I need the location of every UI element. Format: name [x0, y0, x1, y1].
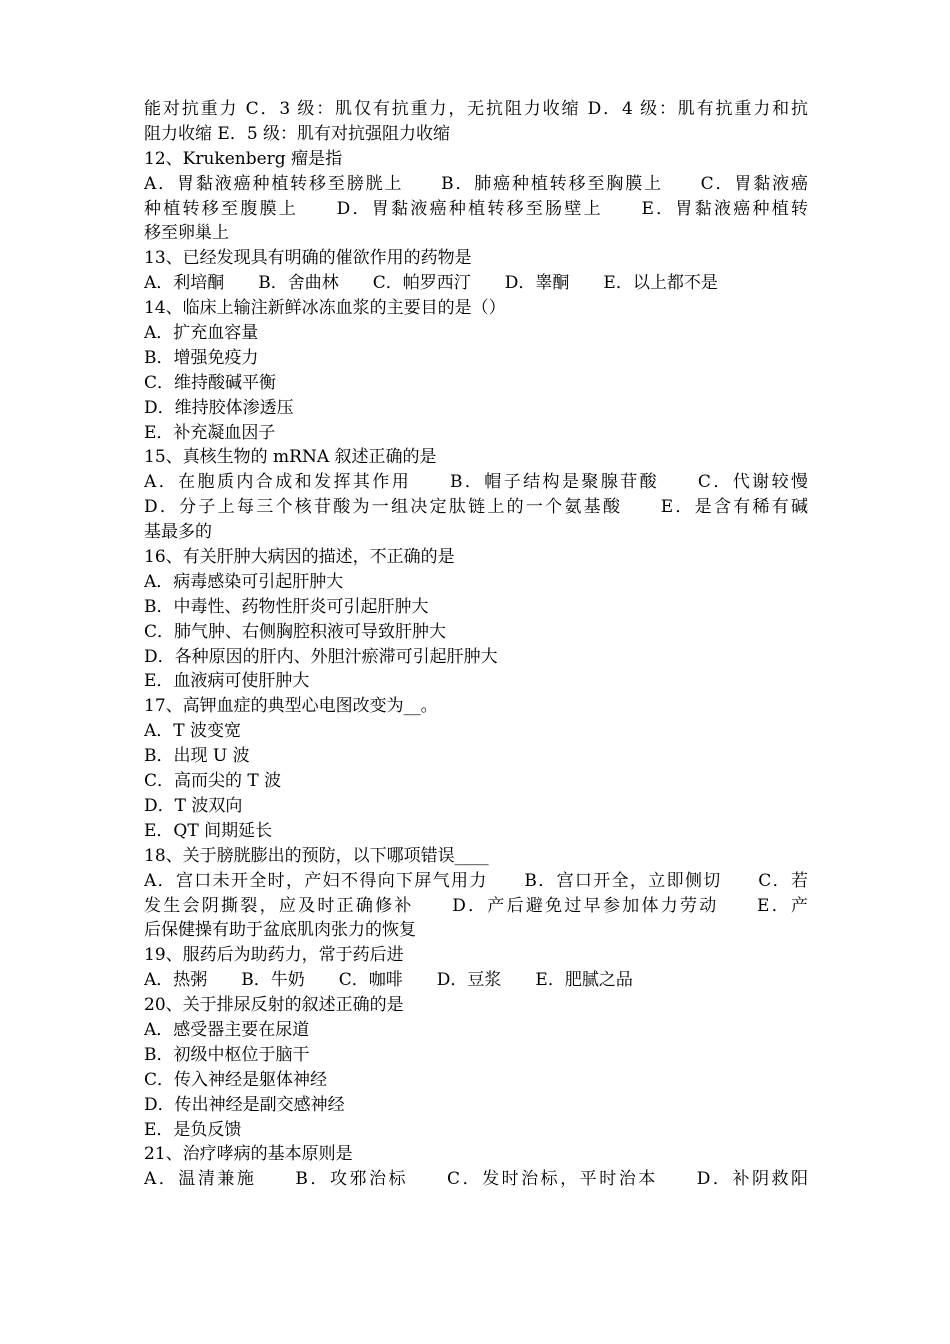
text-line: C．维持酸碱平衡	[144, 372, 277, 393]
text-line: 17、高钾血症的典型心电图改变为__。	[144, 696, 438, 717]
text-line: A．T 波变宽	[144, 721, 242, 742]
text-line: B．出现 U 波	[144, 746, 250, 767]
text-line: 后保健操有助于盆底肌肉张力的恢复	[144, 920, 416, 941]
text-line: 20、关于排尿反射的叙述正确的是	[144, 995, 404, 1016]
text-line: 阻力收缩 E．5 级：肌有对抗强阻力收缩	[144, 123, 451, 144]
text-line: E．补充凝血因子	[144, 422, 276, 443]
text-line: A．感受器主要在尿道	[144, 1019, 310, 1040]
text-line: B．增强免疫力	[144, 347, 259, 368]
text-line: E．血液病可使肝肿大	[144, 671, 310, 692]
text-line: D．T 波双向	[144, 795, 243, 816]
text-line: 15、真核生物的 mRNA 叙述正确的是	[144, 447, 437, 468]
text-line: D．维持胶体渗透压	[144, 397, 294, 418]
text-line: 移至卵巢上	[144, 223, 229, 244]
text-line: 21、治疗哮病的基本原则是	[144, 1144, 353, 1165]
text-line: A．胃黏液癌种植转移至膀胱上 B．肺癌种植转移至胸膜上 C．胃黏液癌	[144, 173, 808, 194]
text-line: A．热粥 B．牛奶 C．咖啡 D．豆浆 E．肥腻之品	[144, 970, 633, 991]
text-line: D．分子上每三个核苷酸为一组决定肽链上的一个氨基酸 E．是含有稀有碱	[144, 497, 808, 518]
text-line: 13、已经发现具有明确的催欲作用的药物是	[144, 248, 472, 269]
text-line: A．宫口未开全时，产妇不得向下屏气用力 B．宫口开全，立即侧切 C．若	[144, 870, 808, 891]
text-line: 18、关于膀胱膨出的预防，以下哪项错误____	[144, 845, 489, 866]
text-line: 种植转移至腹膜上 D．胃黏液癌种植转移至肠壁上 E．胃黏液癌种植转	[144, 198, 808, 219]
text-line: 能对抗重力 C．3 级：肌仅有抗重力，无抗阻力收缩 D．4 级：肌有抗重力和抗	[144, 99, 808, 119]
text-line: B．初级中枢位于脑干	[144, 1044, 310, 1065]
text-line: E．是负反馈	[144, 1119, 242, 1140]
text-line: 14、临床上输注新鲜冰冻血浆的主要目的是（）	[144, 298, 506, 319]
text-line: 16、有关肝肿大病因的描述，不正确的是	[144, 547, 455, 568]
document-body	[144, 97, 808, 1192]
text-line: A．利培酮 B．舍曲林 C．帕罗西汀 D．睾酮 E．以上都不是	[144, 273, 718, 294]
text-line: A．温清兼施 B．攻邪治标 C．发时治标，平时治本 D．补阴救阳	[144, 1169, 808, 1190]
text-line: A．病毒感染可引起肝肿大	[144, 571, 344, 592]
text-line: E．QT 间期延长	[144, 820, 273, 841]
text-line: D．各种原因的肝内、外胆汁瘀滞可引起肝肿大	[144, 646, 498, 667]
text-line: D．传出神经是副交感神经	[144, 1094, 345, 1115]
text-line: B．中毒性、药物性肝炎可引起肝肿大	[144, 596, 429, 617]
text-line: A．扩充血容量	[144, 323, 259, 344]
text-line: 基最多的	[144, 522, 212, 543]
text-line: C．传入神经是躯体神经	[144, 1069, 328, 1090]
text-line: A．在胞质内合成和发挥其作用 B．帽子结构是聚腺苷酸 C．代谢较慢	[144, 472, 808, 493]
text-line: C．肺气肿、右侧胸腔积液可导致肝肿大	[144, 621, 447, 642]
text-line: 发生会阴撕裂，应及时正确修补 D．产后避免过早参加体力劳动 E．产	[144, 895, 808, 916]
text-line: 12、Krukenberg 瘤是指	[144, 148, 343, 169]
text-line: 19、服药后为助药力，常于药后进	[144, 945, 404, 966]
text-line: C．高而尖的 T 波	[144, 771, 282, 792]
